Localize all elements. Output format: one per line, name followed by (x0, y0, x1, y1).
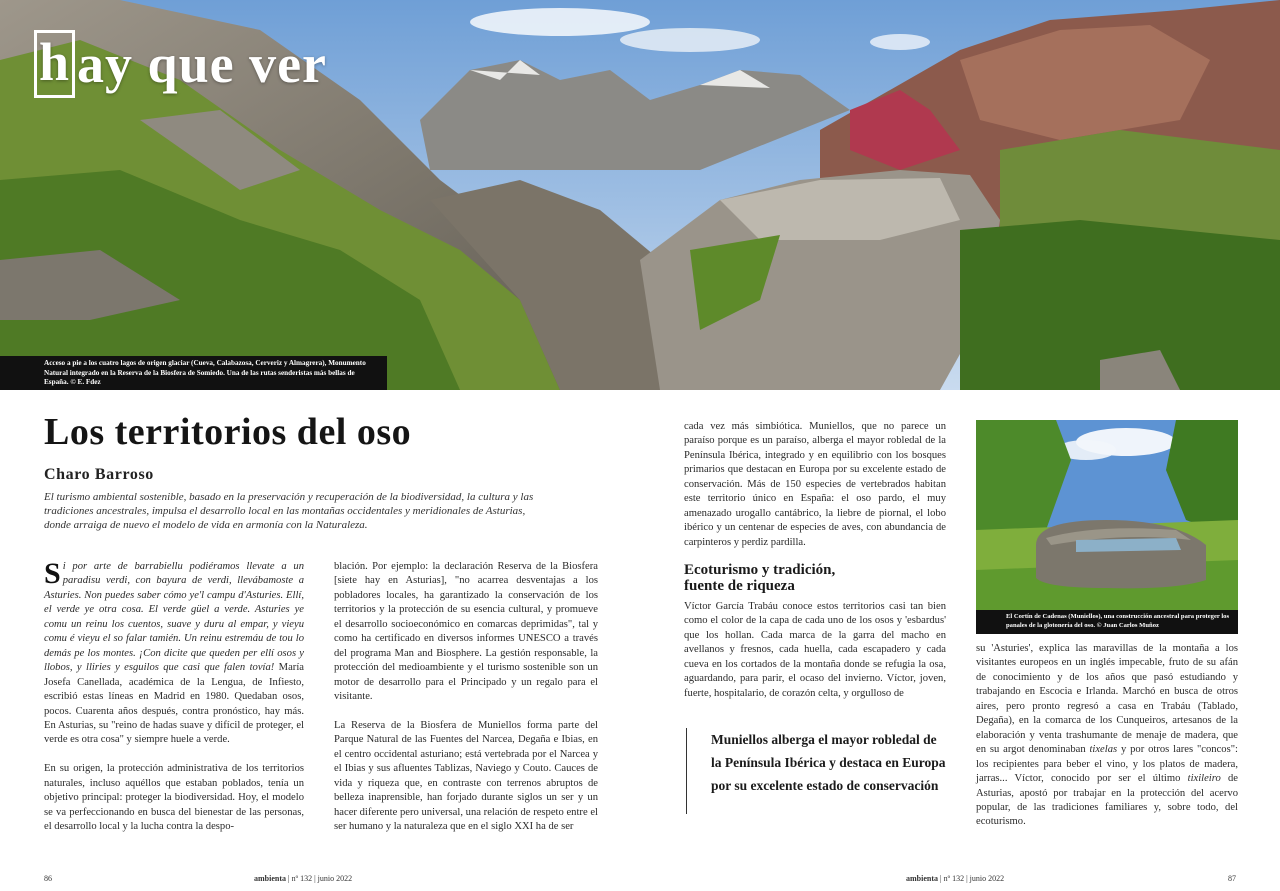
body-column-1 (44, 557, 304, 835)
magazine-name: ambienta (254, 874, 286, 883)
paragraph-text: Víctor García Trabáu conoce estos territorios casi tan bien como el color de la capa de cada uno de los osos y 'esbardus' que los hollan. Cada marca de la garra del macho en avellanos y fresnos, cada huella, cada escapadero y cada cueva en los cortados de la montaña donde se refugia la osa, aguardando, para parir, el ocaso del invierno. Víctor, joven, fuerte, hospitalario, de corazón celta, y orgulloso de (684, 601, 946, 699)
page-number-right: 87 (1228, 874, 1236, 883)
hero-photo (0, 0, 1280, 390)
asturian-quote: i por arte de barrabiellu podiéramos llevate a un paradisu verdi, con bayura de verdi, llevábamoste a Asturies. Non puedes saber cómo ye'l campu d'Asturies. Ellí, el verde ye otra cosa. El verde güel a verde. Asturies ye comu un reinu los cuentos, suave y duru al empar, y vieyu comu é vieyu el so falar tamién. Un reinu estremáu de tou lo demás pe los montes. ¡Con dicite que queden per ellí osos y llobos, y lliries y esguilos que casi que falen tovía! (44, 561, 304, 674)
paragraph-text: y por otros lares "concos": los recipientes para beber el vino, y los platos de madera, jarras... Víctor, conocido por ser el último (976, 744, 1238, 785)
article-standfirst: El turismo ambiental sostenible, basado en la preservación y recuperación de la biodiversidad, la cultura y las tradiciones ancestrales, impulsa el desarrollo local en las montañas occidentales y meridionales de Asturias, donde arraiga de nuevo el modelo de vida en armonía con la Naturaleza. (44, 491, 534, 532)
stone-enclosure-image (976, 420, 1238, 610)
body-column-3-continued (684, 600, 946, 701)
paragraph-text: María Josefa Canellada, académica de la Lengua, de Infiesto, escribió estas líneas en Madrid en 1980. Quedaban osos, pocos. Cuarenta años después, contra pronóstico, hay más. En Asturias, su "reino de hadas suave y difícil de proteger, el verde es otra cosa" y siempre huele a verde. (44, 662, 304, 746)
paragraph-text: de Asturias, apostó por trabajar en la protección del acervo popular, de las tradiciones familiares y, sobre todo, del ecoturismo. (976, 773, 1238, 828)
body-column-3 (684, 420, 946, 550)
subhead-line-2: fuente de riqueza (684, 578, 795, 594)
footer-left-masthead (254, 874, 352, 883)
section-subhead (684, 562, 946, 594)
issue-info: | nº 132 | junio 2022 (940, 874, 1005, 883)
hero-photo-caption: Acceso a pie a los cuatro lagos de origen glaciar (Cueva, Calabazosa, Cerveriz y Almagrera), Monumento Natural integrado en la Reserva de la Biosfera de Somiedo. Una de las rutas senderistas más bellas de España. © E. Fdez (0, 356, 387, 390)
paragraph-text: En su origen, la protección administrativa de los territorios naturales, incluso aquéllos que estaban poblados, tenía un objetivo principal: proteger la biodiversidad. Hoy, el modelo se va perfeccionando en busca del bienestar de las personas, el desarrollo local y la lucha contra la despo- (44, 763, 304, 833)
paragraph-text: cada vez más simbiótica. Muniellos, que no parece un paraíso porque es un paraíso, alberga el mayor robledal de la Península Ibérica, integrado y en equilibrio con los bosques primarios que destacan en Europa por su excelente estado de conservación. Más de 150 especies de vertebrados habitan este territorio único en España: el oso pardo, el muy amenazado urogallo cantábrico, la liebre de piornal, el lobo ibérico y un centenar de especies de aves, con abundancia de carpinteros y perdiz pardilla. (684, 421, 946, 548)
paragraph-text: La Reserva de la Biosfera de Muniellos forma parte del Parque Natural de las Fuentes del Narcea, Degaña e Ibias, en el centro occidental asturiano; está vertebrada por el Narcea y el Ibias y sus afluentes Tablizas, Naviego y Couto. Cauces de vida y riqueza que, en contraste con terrenos abruptos de belleza inaprensible, han forjado durante siglos un ser y un hacer diferente pero universal, una relación de respeto entre el ser humano y la naturaleza que en el siglo XXI ha de ser (334, 720, 598, 833)
section-tag (34, 30, 327, 98)
pull-quote: Muniellos alberga el mayor robledal de la Península Ibérica y destaca en Europa por su excelente estado de conservación (686, 728, 946, 814)
page-number-left: 86 (44, 874, 52, 883)
term-italic: tixelas (1089, 744, 1118, 756)
body-column-4 (976, 642, 1238, 830)
side-photo (976, 420, 1238, 610)
footer-right-masthead (906, 874, 1004, 883)
term-italic: tixileiro (1187, 773, 1221, 785)
paragraph-text: su 'Asturies', explica las maravillas de la montaña a los visitantes europeos en un inglés impecable, fruto de su afán de conocimiento y de los años que pasó estudiando y trabajando en Escocia e Irlanda. Marchó en busca de otros aires, pero pronto regresó a casa en Trabáu (Tablado, Degaña), en la comarca de los Cunqueiros, artesanos de la elaboración y venta trashumante de menaje de madera, que en su argot denominaban (976, 643, 1238, 756)
paragraph-text: blación. Por ejemplo: la declaración Reserva de la Biosfera [siete hay en Asturias], "no acarrea desventajas a los pobladores locales, ha garantizado la conservación de los territorios y la protección de su esencia cultural, y promueve el desarrollo socioeconómico en comarcas deprimidas", tal y como ha certificado en diversos informes UNESCO a través del programa Man and Biosphere. La gestión responsable, la protección del medioambiente y el turismo sostenible son un motor de desarrollo para el Principado y un regalo para el visitante. (334, 561, 598, 703)
section-tag-rest: ay que ver (77, 34, 328, 94)
article-author: Charo Barroso (44, 466, 154, 483)
subhead-line-1: Ecoturismo y tradición, (684, 562, 836, 578)
side-photo-caption: El Cortín de Cadenas (Muniellos), una construcción ancestral para proteger los panales de la glotonería del oso. © Juan Carlos Muñoz (976, 610, 1238, 634)
section-tag-initial: h (34, 30, 75, 98)
article-title: Los territorios del oso (44, 411, 412, 453)
drop-cap: S (44, 557, 61, 590)
magazine-name: ambienta (906, 874, 938, 883)
issue-info: | nº 132 | junio 2022 (288, 874, 353, 883)
body-column-2 (334, 560, 598, 835)
